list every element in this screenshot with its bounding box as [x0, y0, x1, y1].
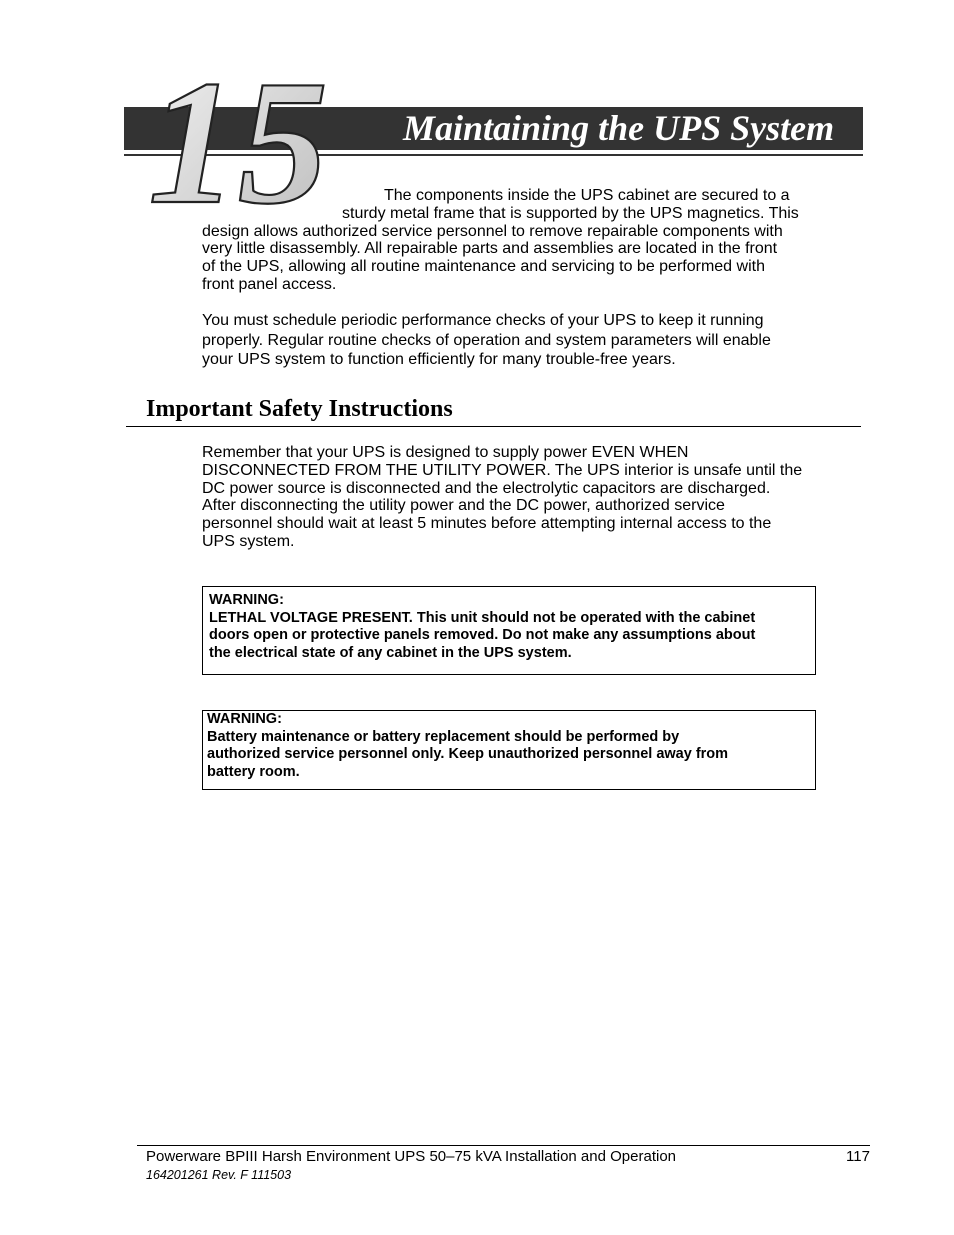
page-number: 117 — [846, 1148, 870, 1165]
section-heading: Important Safety Instructions — [146, 396, 453, 422]
intro-paragraph-1-line: sturdy metal frame that is supported by the UPS magnetics. This — [342, 204, 799, 222]
safety-paragraph-line: DC power source is disconnected and the electrolytic capacitors are discharged. — [202, 479, 771, 497]
warning-title: WARNING: — [209, 592, 284, 608]
chapter-title: Maintaining the UPS System — [403, 108, 835, 148]
footer-rule — [137, 1145, 870, 1146]
safety-paragraph — [202, 444, 847, 551]
safety-paragraph-line: DISCONNECTED FROM THE UTILITY POWER. The UPS interior is unsafe until the — [202, 461, 803, 479]
intro-paragraph-1-line: very little disassembly. All repairable parts and assemblies are located in the front — [202, 240, 778, 258]
warning-box-battery — [202, 710, 816, 790]
intro-paragraph-2-line: You must schedule periodic performance checks of your UPS to keep it running — [202, 312, 764, 329]
footer-document-title: Powerware BPIII Harsh Environment UPS 50–75 kVA Installation and Operation — [146, 1148, 677, 1165]
warning-text-line: doors open or protective panels removed. Do not make any assumptions about — [209, 627, 756, 644]
safety-paragraph-line: Remember that your UPS is designed to supply power EVEN WHEN — [202, 444, 689, 461]
chapter-number-text: 15 — [148, 62, 328, 212]
warning-title: WARNING: — [207, 711, 282, 727]
warning-text-line: LETHAL VOLTAGE PRESENT. This unit should not be operated with the cabinet — [209, 609, 756, 626]
safety-paragraph-line: After disconnecting the utility power and the DC power, authorized service — [202, 497, 725, 515]
warning-text-line: authorized service personnel only. Keep unauthorized personnel away from — [207, 746, 729, 763]
footer-document-number: 164201261 Rev. F 111503 — [146, 1168, 292, 1182]
warning-box-lethal-voltage — [202, 586, 816, 675]
warning-text-line: the electrical state of any cabinet in the UPS system. — [209, 644, 572, 661]
section-heading-rule — [126, 426, 861, 427]
warning-text-line: Battery maintenance or battery replacement should be performed by — [207, 728, 680, 745]
intro-paragraph-1-line: The components inside the UPS cabinet are secured to a — [384, 187, 790, 204]
warning-text-line: battery room. — [207, 763, 300, 780]
intro-paragraph-1-line: front panel access. — [202, 275, 337, 293]
intro-paragraph-2 — [202, 311, 847, 370]
safety-paragraph-line: UPS system. — [202, 532, 295, 550]
intro-paragraph-1-line: design allows authorized service personnel to remove repairable components with — [202, 222, 783, 240]
intro-paragraph-2-line: your UPS system to function efficiently for many trouble-free years. — [202, 351, 676, 368]
intro-paragraph-1-line: of the UPS, allowing all routine maintenance and servicing to be performed with — [202, 258, 765, 276]
intro-paragraph-1 — [202, 187, 847, 294]
safety-paragraph-line: personnel should wait at least 5 minutes before attempting internal access to the — [202, 515, 772, 533]
intro-paragraph-2-line: properly. Regular routine checks of operation and system parameters will enable — [202, 331, 771, 349]
